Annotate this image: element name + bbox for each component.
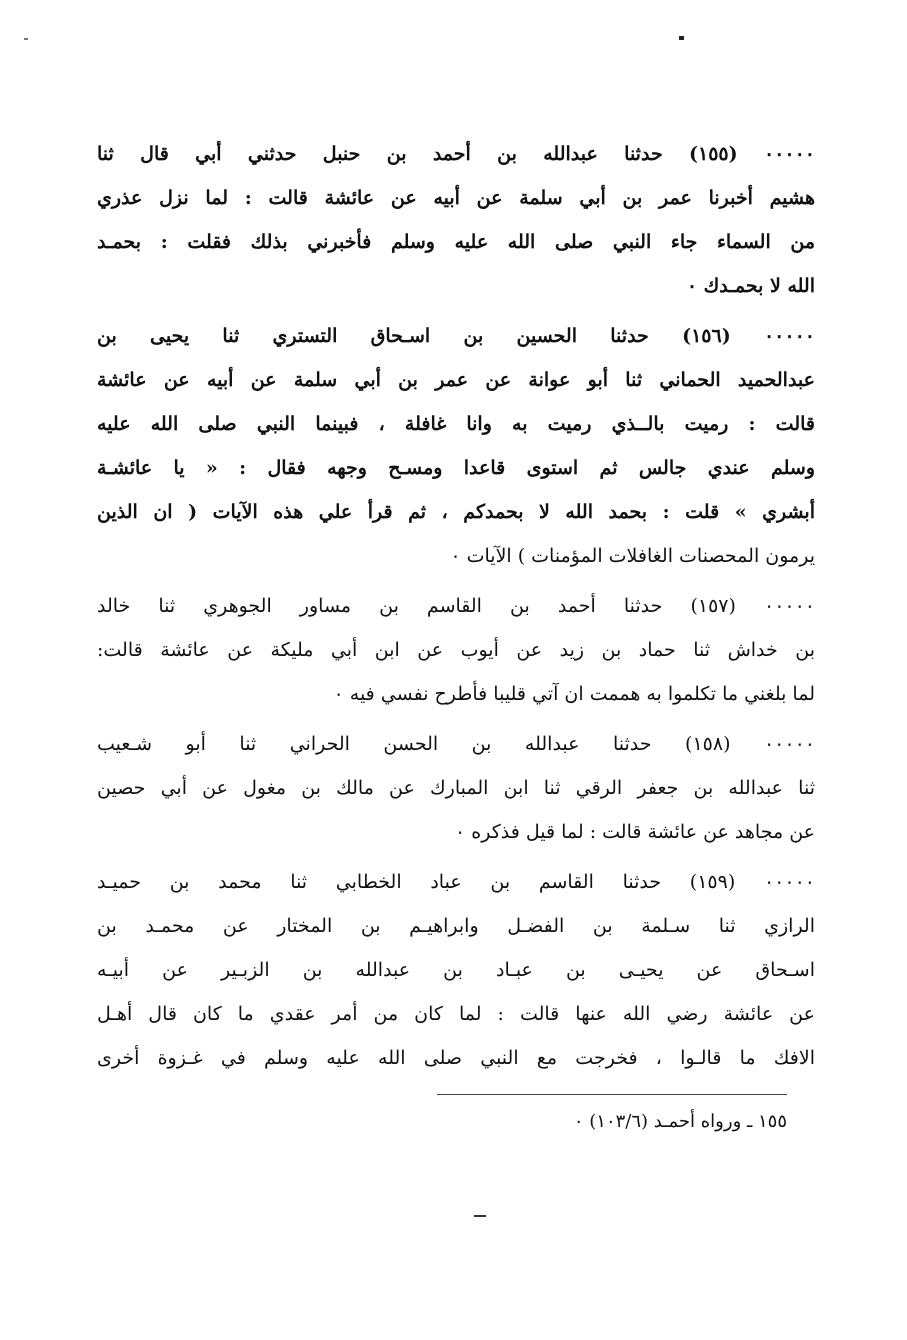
hadith-text bbox=[97, 132, 815, 1080]
top-mark bbox=[679, 36, 684, 40]
text-line: ٠٠٠٠٠ (١٥٦) حدثنا الحسين بن اسـحاق التستري ثنا يحيى بن bbox=[97, 325, 815, 347]
hadith-156 bbox=[97, 314, 815, 578]
text-line: ثنا عبدالله بن جعفر الرقي ثنا ابن المبارك عن مالك بن مغول عن أبي حصين bbox=[97, 777, 815, 799]
text-line: عن عائشة رضي الله عنها قالت : لما كان من أمر عقدي ما كان قال أهـل bbox=[97, 1003, 815, 1025]
text-line: يرمون المحصنات الغافلات المؤمنات ) الآيات ٠ bbox=[450, 545, 815, 567]
text-line: هشيم أخبرنا عمر بن أبي سلمة عن أبيه عن عائشة قالت : لما نزل عذري bbox=[97, 187, 815, 209]
footnote: ١٥٥ ـ ورواه أحمـد (١٠٣/٦) ٠ bbox=[573, 1111, 787, 1132]
corner-mark bbox=[24, 38, 28, 40]
text-line: ٠٠٠٠٠ (١٥٨) حدثنا عبدالله بن الحسن الحراني ثنا أبو شـعيب bbox=[97, 733, 815, 755]
text-line: الله لا بحمـدك ٠ bbox=[686, 275, 815, 297]
text-line: عن مجاهد عن عائشة قالت : لما قيل فذكره ٠ bbox=[455, 821, 815, 843]
hadith-157 bbox=[97, 584, 815, 716]
text-line: وسلم عندي جالس ثم استوى قاعدا ومسـح وجهه فقال : « يا عائشـة bbox=[97, 457, 815, 479]
text-line: بن خداش ثنا حماد بن زيد عن أيوب عن ابن أبي مليكة عن عائشة قالت: bbox=[97, 639, 815, 661]
text-line: ٠٠٠٠٠ (١٥٥) حدثنا عبدالله بن أحمد بن حنبل حدثني أبي قال ثنا bbox=[97, 143, 815, 165]
hadith-155 bbox=[97, 132, 815, 308]
text-line: اسـحاق عن يحيـى بن عبـاد بن عبدالله بن الزبـير عن أبيـه bbox=[97, 959, 815, 981]
page-bottom-mark bbox=[474, 1215, 486, 1217]
hadith-158 bbox=[97, 722, 815, 854]
text-line: الافك ما قالـوا ، فخرجت مع النبي صلى الله عليه وسلم في غـزوة أخرى bbox=[97, 1047, 815, 1069]
text-line: الرازي ثنا سـلمة بن الفضـل وابراهيـم بن المختار عن محمـد بن bbox=[97, 915, 815, 937]
text-line: عبدالحميد الحماني ثنا أبو عوانة عن عمر بن أبي سلمة عن أبيه عن عائشة bbox=[97, 369, 815, 391]
text-line: من السماء جاء النبي صلى الله عليه وسلم فأخبرني بذلك فقلت : بحمـد bbox=[97, 231, 815, 253]
text-line: قالت : رميت بالــذي رميت به وانا غافلة ، فبينما النبي صلى الله عليه bbox=[97, 413, 815, 435]
hadith-159 bbox=[97, 860, 815, 1080]
footnote-divider bbox=[437, 1094, 787, 1095]
text-line: أبشري » قلت : بحمد الله لا بحمدكم ، ثم قرأ علي هذه الآيات ( ان الذين bbox=[97, 501, 815, 523]
text-line: ٠٠٠٠٠ (١٥٧) حدثنا أحمد بن القاسم بن مساور الجوهري ثنا خالد bbox=[97, 595, 815, 617]
text-line: ٠٠٠٠٠ (١٥٩) حدثنا القاسم بن عباد الخطابي ثنا محمد بن حميـد bbox=[97, 871, 815, 893]
text-line: لما بلغني ما تكلموا به هممت ان آتي قليبا فأطرح نفسي فيه ٠ bbox=[333, 683, 815, 705]
